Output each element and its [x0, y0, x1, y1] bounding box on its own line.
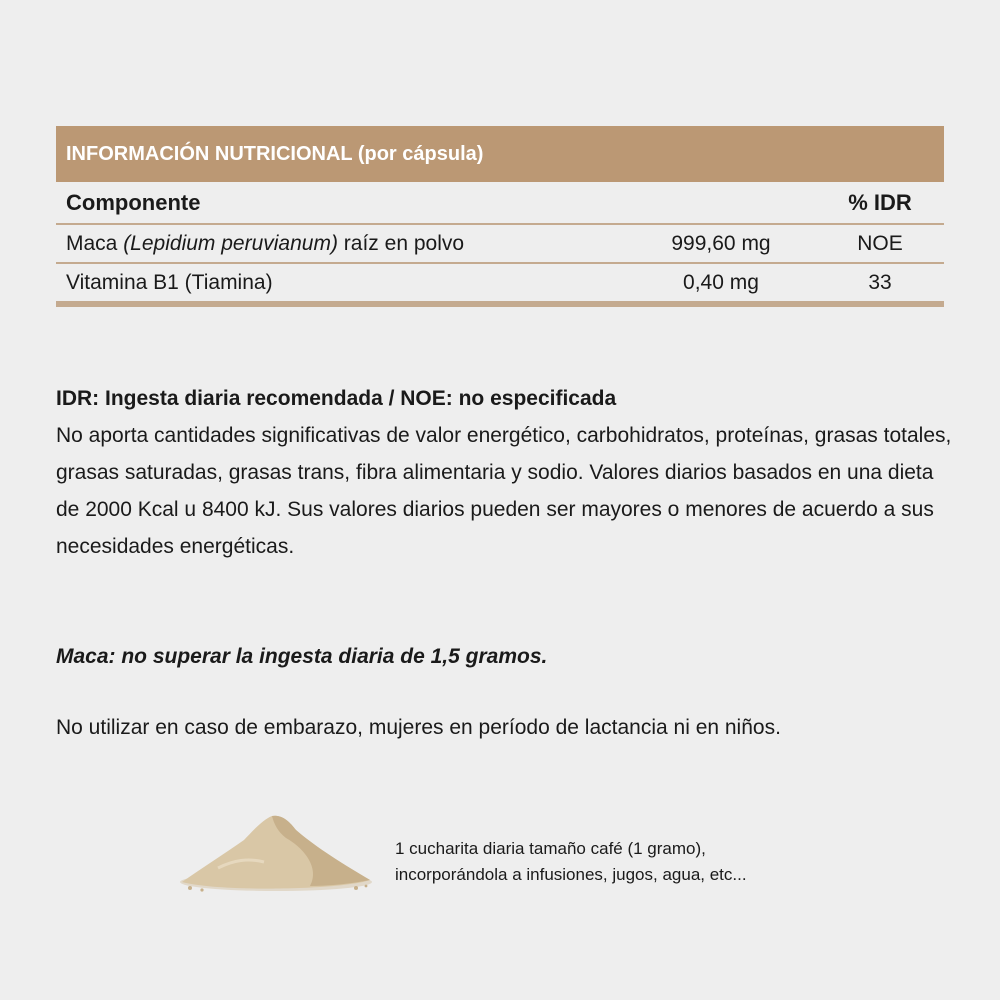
usage-instructions	[395, 836, 747, 888]
legend-body: No aporta cantidades significativas de valor energético, carbohidratos, proteínas, grasas totales, grasas saturadas, grasas trans, fibra alimentaria y sodio. Valores diarios basados en una dieta de 2000 Kcal u 8400 kJ. Sus valores diarios pueden ser mayores o menores de acuerdo a sus necesidades energéticas.	[56, 424, 952, 558]
table-column-headers	[56, 182, 944, 225]
column-header-idr: % IDR	[848, 189, 912, 215]
maca-powder-pile-icon	[178, 808, 374, 894]
legend-section	[56, 380, 956, 565]
contraindication-text: No utilizar en caso de embarazo, mujeres en período de lactancia ni en niños.	[56, 716, 781, 739]
usage-line-1: 1 cucharita diaria tamaño café (1 gramo),	[395, 839, 706, 858]
dosage-warning: Maca: no superar la ingesta diaria de 1,5 gramos.	[56, 645, 548, 668]
legend-title: IDR: Ingesta diaria recomendada / NOE: no especificada	[56, 387, 617, 410]
usage-line-2: incorporándola a infusiones, jugos, agua, etc...	[395, 865, 747, 884]
component-amount: 0,40 mg	[683, 270, 759, 294]
component-idr: NOE	[857, 231, 903, 255]
component-name: Maca (Lepidium peruvianum) raíz en polvo	[66, 231, 465, 255]
table-row	[56, 225, 944, 264]
component-amount: 999,60 mg	[671, 231, 771, 255]
table-title: INFORMACIÓN NUTRICIONAL (por cápsula)	[56, 126, 944, 182]
component-idr: 33	[868, 270, 892, 294]
column-header-component: Componente	[66, 189, 201, 215]
component-name: Vitamina B1 (Tiamina)	[66, 270, 273, 294]
table-row	[56, 264, 944, 307]
nutrition-table	[56, 126, 944, 307]
